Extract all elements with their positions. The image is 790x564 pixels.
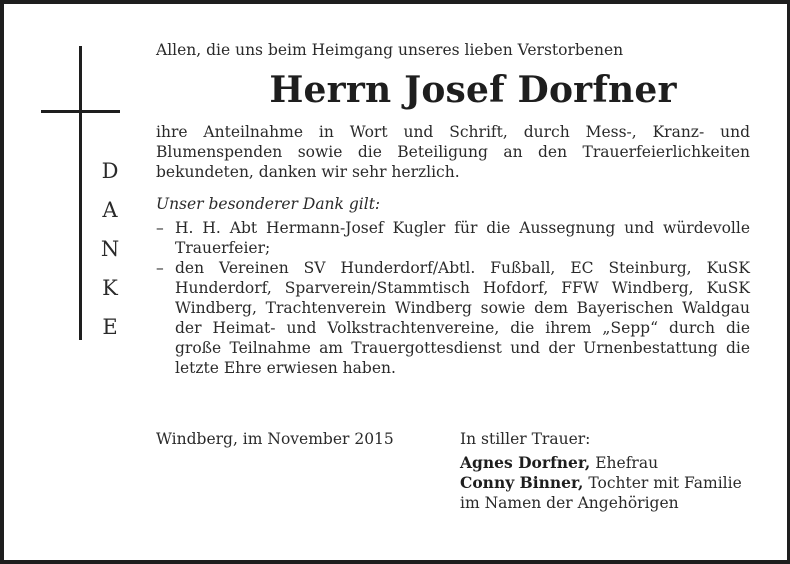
mourner-relation: Tochter mit Familie — [583, 474, 742, 492]
dash-bullet-icon: – — [156, 219, 164, 237]
mourner-relation: Ehefrau — [590, 454, 659, 472]
place-date: Windberg, im November 2015 — [156, 430, 394, 448]
list-item-text: H. H. Abt Hermann-Josef Kugler für die Aussegnung und würdevolle Trauerfeier; — [175, 219, 750, 257]
list-item-text: den Vereinen SV Hunderdorf/Abtl. Fußball, EC Steinburg, KuSK Hunderdorf, Sparverein/Stammtisch Hofdorf, FFW Windberg, KuSK Windberg, Trachtenverein Windberg sowie dem Bayerischen Waldgau der Heimat- und Volkstrachtenvereine, die ihrem „Sepp“ durch die große Teilnahme am Trauergottesdienst und der Urnenbestattung die letzte Ehre erwiesen haben. — [175, 259, 750, 377]
mourner-name: Agnes Dorfner, — [460, 453, 591, 472]
danke-letter: D — [101, 159, 119, 183]
danke-letter: E — [102, 315, 118, 339]
mourner-line — [460, 473, 742, 493]
cross-icon-horizontal-bar — [41, 110, 120, 113]
deceased-name: Herrn Josef Dorfner — [269, 69, 677, 111]
mourners-block — [460, 429, 742, 513]
danke-letter: A — [102, 198, 118, 222]
mourning-heading: In stiller Trauer: — [460, 430, 591, 448]
dash-bullet-icon: – — [156, 259, 164, 277]
mourner-line — [460, 453, 742, 473]
list-item — [156, 258, 750, 378]
list-item — [156, 218, 750, 258]
cross-icon-vertical-bar — [79, 46, 82, 340]
intro-text: Allen, die uns beim Heimgang unseres lieben Verstorbenen — [156, 41, 624, 59]
notice-content — [156, 40, 750, 378]
special-thanks-list — [156, 218, 750, 378]
closing-line: im Namen der Angehörigen — [460, 494, 679, 512]
special-thanks-heading: Unser besonderer Dank gilt: — [156, 195, 381, 213]
thanks-body-text: ihre Anteilnahme in Wort und Schrift, durch Mess-, Kranz- und Blumenspenden sowie die Beteiligung an den Trauerfeierlichkeiten bekundeten, danken wir sehr herzlich. — [156, 123, 750, 181]
danke-letter: K — [102, 276, 118, 300]
danke-vertical-word — [96, 152, 124, 347]
danke-letter: N — [100, 237, 120, 261]
mourner-name: Conny Binner, — [460, 473, 584, 492]
